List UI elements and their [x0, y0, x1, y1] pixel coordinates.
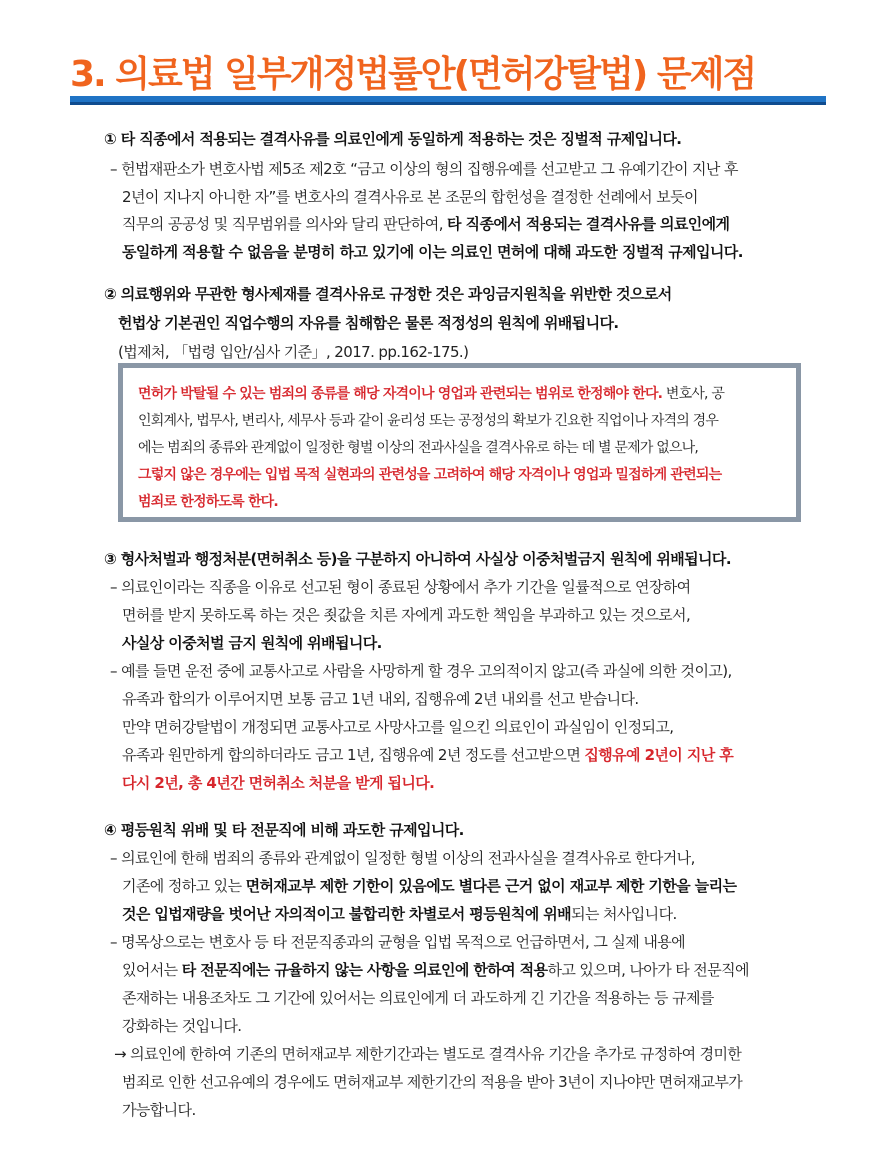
quote-line: 범죄로 한정하도록 한다. — [138, 494, 278, 510]
section-4-line: 기존에 정하고 있는 면허재교부 제한 기한이 있음에도 별다른 근거 없이 재교부 제한 기한을 늘리는 — [122, 877, 737, 895]
section-3-line: – 의료인이라는 직종을 이유로 선고된 형이 종료된 상황에서 추가 기간을 일률적으로 연장하여 — [110, 578, 691, 596]
quote-line: 그렇지 않은 경우에는 입법 목적 실현과의 관련성을 고려하여 해당 자격이나 영업과 밀접하게 관련되는 — [138, 467, 722, 483]
section-3-line: 다시 2년, 총 4년간 면허취소 처분을 받게 됩니다. — [122, 774, 435, 792]
section-2-heading: ② 의료행위와 무관한 형사제재를 결격사유로 규정한 것은 과잉금지원칙을 위반한 것으로서 — [104, 285, 672, 303]
section-4-line: 범죄로 인한 선고유예의 경우에도 면허재교부 제한기간의 적용을 받아 3년이 지나야만 면허재교부가 — [122, 1073, 743, 1091]
section-4-line: 있어서는 타 전문직에는 규율하지 않는 사항을 의료인에 한하여 적용하고 있으며, 나아가 타 전문직에 — [122, 961, 749, 979]
section-4-heading: ④ 평등원칙 위배 및 타 전문직에 비해 과도한 규제입니다. — [104, 821, 464, 839]
section-3-line: 면허를 받지 못하도록 하는 것은 죗값을 치른 자에게 과도한 책임을 부과하고 있는 것으로서, — [122, 606, 691, 624]
section-4-line: – 의료인에 한해 범죄의 종류와 관계없이 일정한 형벌 이상의 전과사실을 결격사유로 한다거나, — [110, 849, 695, 867]
section-4-line: 가능합니다. — [122, 1101, 196, 1119]
section-1-line: 직무의 공공성 및 직무범위를 의사와 달리 판단하여, 타 직종에서 적용되는 결격사유를 의료인에게 — [122, 215, 730, 233]
section-4-line: 것은 입법재량을 벗어난 자의적이고 불합리한 차별로서 평등원칙에 위배되는 처사입니다. — [122, 905, 677, 923]
page-title: 3. 의료법 일부개정법률안(면허강탈법) 문제점 — [70, 54, 756, 95]
section-2-source: (법제처, 「법령 입안/심사 기준」, 2017. pp.162-175.) — [118, 343, 469, 361]
section-4-line: – 명목상으로는 변호사 등 타 전문직종과의 균형을 입법 목적으로 언급하면서, 그 실제 내용에 — [110, 933, 686, 951]
section-3-line: – 예를 들면 운전 중에 교통사고로 사람을 사망하게 할 경우 고의적이지 않고(즉 과실에 의한 것이고), — [110, 662, 732, 680]
section-1-line: 동일하게 적용할 수 없음을 분명히 하고 있기에 이는 의료인 면허에 대해 과도한 징벌적 규제입니다. — [122, 243, 743, 261]
quote-box — [118, 363, 801, 522]
section-1-heading: ① 타 직종에서 적용되는 결격사유를 의료인에게 동일하게 적용하는 것은 징벌적 규제입니다. — [104, 130, 682, 148]
quote-line: 인회계사, 법무사, 변리사, 세무사 등과 같이 윤리성 또는 공정성의 확보가 긴요한 직업이나 자격의 경우 — [138, 413, 719, 429]
section-3-line: 유족과 원만하게 합의하더라도 금고 1년, 집행유예 2년 정도를 선고받으면 집행유예 2년이 지난 후 — [122, 746, 734, 764]
section-4-line: 존재하는 내용조차도 그 기간에 있어서는 의료인에게 더 과도하게 긴 기간을 적용하는 등 규제를 — [122, 989, 714, 1007]
section-4-line: → 의료인에 한하여 기존의 면허재교부 제한기간과는 별도로 결격사유 기간을 추가로 규정하여 경미한 — [114, 1045, 742, 1063]
section-3-heading: ③ 형사처벌과 행정처분(면허취소 등)을 구분하지 아니하여 사실상 이중처벌금지 원칙에 위배됩니다. — [104, 550, 731, 568]
section-2-heading-cont: 헌법상 기본권인 직업수행의 자유를 침해함은 물론 적정성의 원칙에 위배됩니다. — [118, 314, 619, 332]
section-4-line: 강화하는 것입니다. — [122, 1017, 242, 1035]
quote-line: 면허가 박탈될 수 있는 범죄의 종류를 해당 자격이나 영업과 관련되는 범위로 한정해야 한다. 변호사, 공 — [138, 386, 725, 402]
title-underline-shadow — [70, 102, 826, 105]
section-3-line: 만약 면허강탈법이 개정되면 교통사고로 사망사고를 일으킨 의료인이 과실임이 인정되고, — [122, 718, 674, 736]
section-1-line: – 헌법재판소가 변호사법 제5조 제2호 “금고 이상의 형의 집행유예를 선고받고 그 유예기간이 지난 후 — [110, 160, 738, 178]
section-3-line: 유족과 합의가 이루어지면 보통 금고 1년 내외, 집행유예 2년 내외를 선고 받습니다. — [122, 690, 639, 708]
quote-line: 에는 범죄의 종류와 관계없이 일정한 형벌 이상의 전과사실을 결격사유로 하는 데 별 문제가 없으나, — [138, 440, 699, 456]
section-3-line: 사실상 이중처벌 금지 원칙에 위배됩니다. — [122, 634, 382, 652]
section-1-line: 2년이 지나지 아니한 자”를 변호사의 결격사유로 본 조문의 합헌성을 결정한 선례에서 보듯이 — [122, 188, 698, 206]
